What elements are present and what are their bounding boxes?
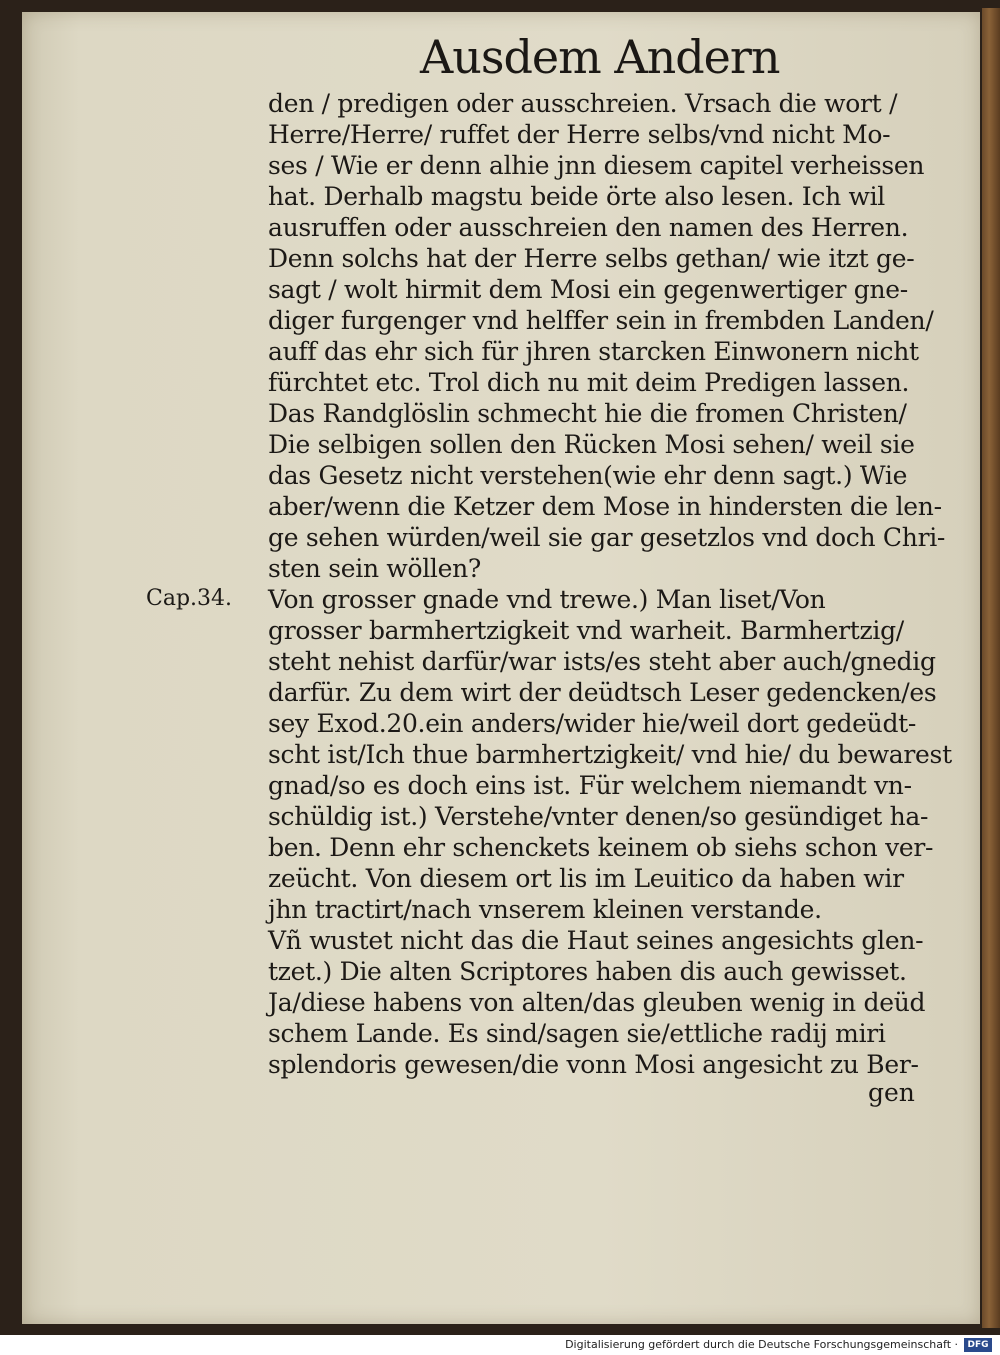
text-line: fürchtet etc. Trol dich nu mit deim Predigen lassen. (268, 368, 910, 397)
text-line: gnad/so es doch eins ist. Für welchem niemandt vn- (268, 771, 912, 800)
text-line: Denn solchs hat der Herre selbs gethan/ wie itzt ge- (268, 244, 915, 273)
text-line: das Gesetz nicht verstehen(wie ehr denn sagt.) Wie (268, 461, 908, 490)
text-line: darfür. Zu dem wirt der deüdtsch Leser gedencken/es (268, 678, 937, 707)
text-line: Die selbigen sollen den Rücken Mosi sehen/ weil sie (268, 430, 915, 459)
text-line: jhn tractirt/nach vnserem kleinen verstande. (268, 895, 822, 924)
text-line: sey Exod.20.ein anders/wider hie/weil dort gedeüdt- (268, 709, 917, 738)
text-line: schüldig ist.) Verstehe/vnter denen/so gesündiget ha- (268, 802, 929, 831)
text-line: ausruffen oder ausschreien den namen des Herren. (268, 213, 909, 242)
text-line: Vñ wustet nicht das die Haut seines angesichts glen- (268, 926, 924, 955)
text-line: zeücht. Von diesem ort lis im Leuitico da haben wir (268, 864, 904, 893)
text-line: Herre/Herre/ ruffet der Herre selbs/vnd nicht Mo- (268, 120, 891, 149)
text-line: sten sein wöllen? (268, 554, 482, 583)
text-line: steht nehist darfür/war ists/es steht aber auch/gnedig (268, 647, 936, 676)
book-edge (982, 8, 1000, 1328)
catchword: gen (868, 1078, 915, 1107)
funding-credit: Digitalisierung gefördert durch die Deutsche Forschungsgemeinschaft · (565, 1338, 958, 1351)
text-line: schem Lande. Es sind/sagen sie/ettliche radij miri (268, 1019, 886, 1048)
text-line: den / predigen oder ausschreien. Vrsach die wort / (268, 89, 898, 118)
text-line: ses / Wie er denn alhie jnn diesem capitel verheissen (268, 151, 925, 180)
text-line: tzet.) Die alten Scriptores haben dis auch gewisset. (268, 957, 907, 986)
text-line: splendoris gewesen/die vonn Mosi angesicht zu Ber- (268, 1050, 919, 1079)
text-line: hat. Derhalb magstu beide örte also lesen. Ich wil (268, 182, 886, 211)
text-line: Ja/diese habens von alten/das gleuben wenig in deüd (268, 988, 926, 1017)
text-line: sagt / wolt hirmit dem Mosi ein gegenwertiger gne- (268, 275, 908, 304)
text-line: auff das ehr sich für jhren starcken Einwonern nicht (268, 337, 919, 366)
text-line: scht ist/Ich thue barmhertzigkeit/ vnd hie/ du bewarest (268, 740, 952, 769)
body-text (268, 88, 968, 1080)
text-line: ge sehen würden/weil sie gar gesetzlos vnd doch Chri- (268, 523, 946, 552)
text-line: Das Randglöslin schmecht hie die fromen Christen/ (268, 399, 907, 428)
text-line: aber/wenn die Ketzer dem Mose in hindersten die len- (268, 492, 942, 521)
margin-note: Cap.34. (146, 586, 233, 611)
dfg-logo-icon: DFG (964, 1338, 992, 1352)
text-line: diger furgenger vnd helffer sein in frembden Landen/ (268, 306, 934, 335)
text-line: grosser barmhertzigkeit vnd warheit. Barmhertzig/ (268, 616, 904, 645)
running-head: Ausdem Andern (420, 30, 780, 84)
text-line: ben. Denn ehr schenckets keinem ob siehs schon ver- (268, 833, 934, 862)
text-line: Von grosser gnade vnd trewe.) Man liset/Von (268, 585, 826, 614)
